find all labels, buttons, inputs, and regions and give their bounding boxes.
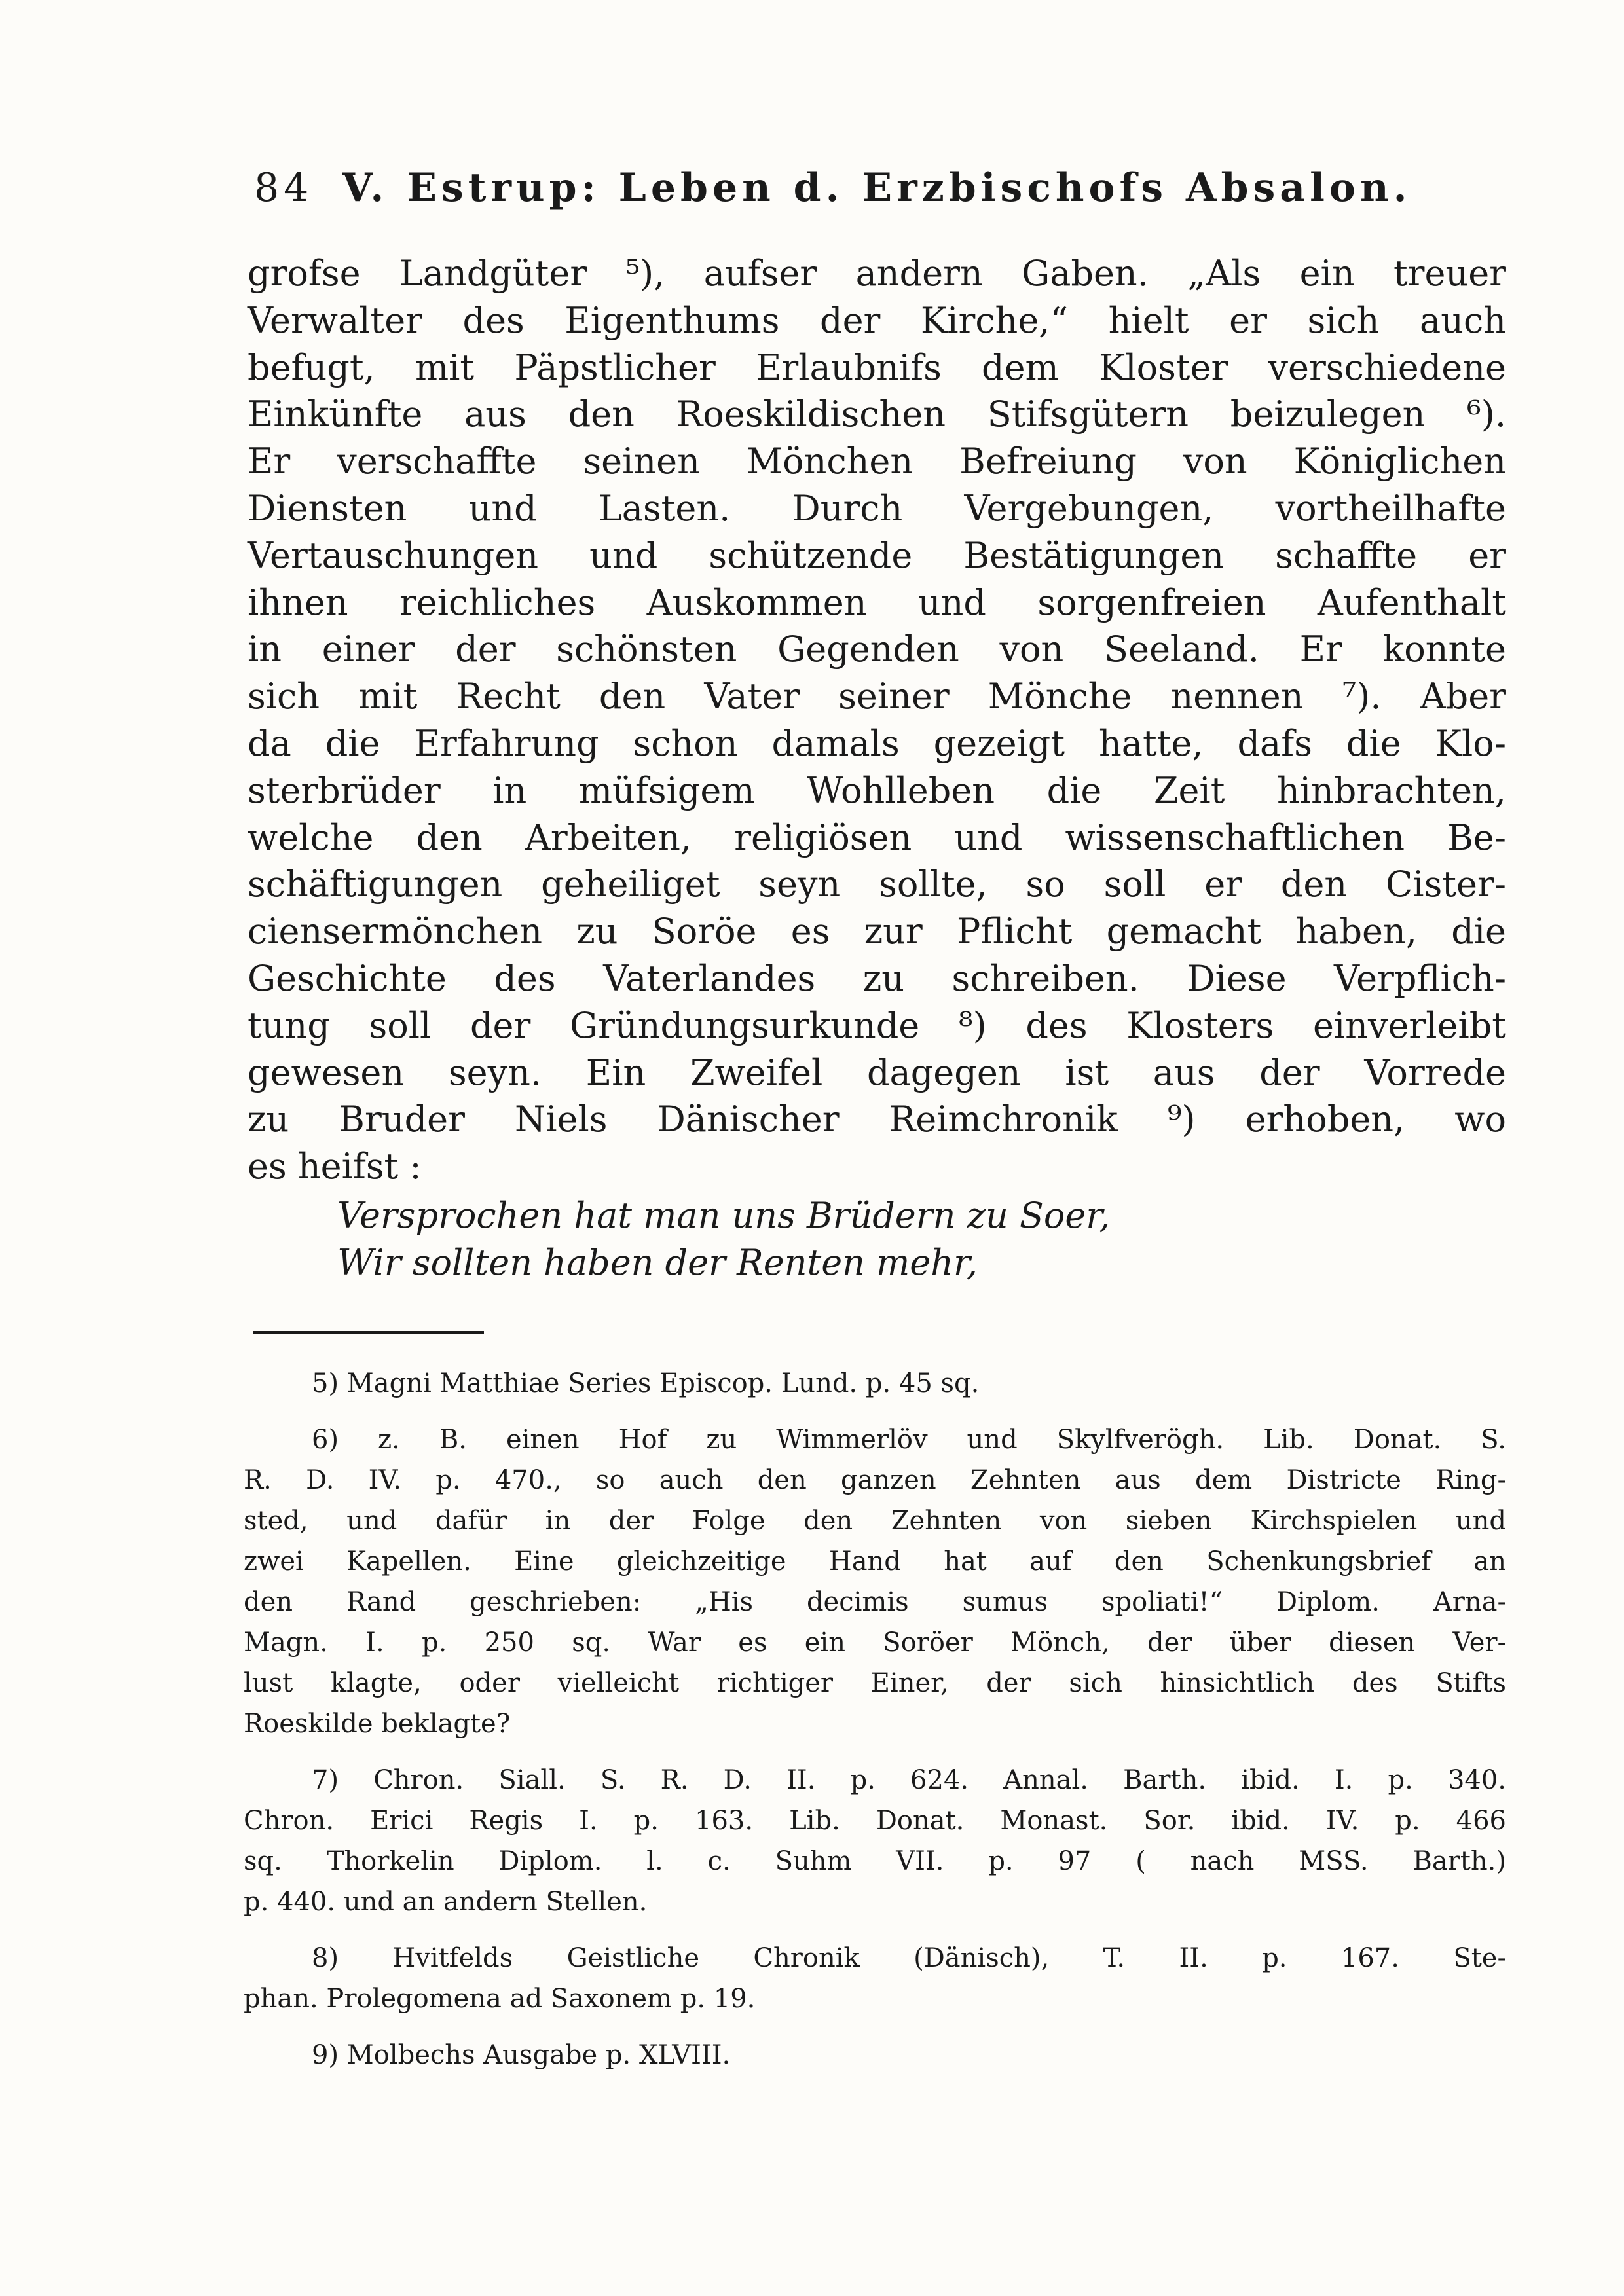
footnote-line: p. 440. und an andern Stellen. (244, 1887, 648, 1917)
page-number: 84 (254, 165, 314, 211)
footnote-9 (244, 2035, 1506, 2075)
footnote-line: 9) Molbechs Ausgabe p. XLVIII. (312, 2040, 731, 2070)
text-line: Diensten und Lasten. Durch Vergebungen, vortheilhafte (248, 487, 1506, 529)
verse-line: Versprochen hat man uns Brüdern zu Soer, (337, 1195, 1111, 1236)
footnote-6 (244, 1419, 1506, 1744)
text-line: ihnen reichliches Auskommen und sorgenfreien Aufenthalt (248, 581, 1506, 623)
footnote-line: sq. Thorkelin Diplom. l. c. Suhm VII. p. 97 ( nach MSS. Barth.) (244, 1846, 1506, 1876)
footnote-8 (244, 1938, 1506, 2019)
footnote-5 (244, 1363, 1506, 1404)
footnote-line: 7) Chron. Siall. S. R. D. II. p. 624. Annal. Barth. ibid. I. p. 340. (312, 1765, 1506, 1795)
footnote-line: 6) z. B. einen Hof zu Wimmerlöv und Skylfverögh. Lib. Donat. S. (312, 1425, 1506, 1455)
verse-line: Wir sollten haben der Renten mehr, (337, 1241, 978, 1283)
footnote-line: phan. Prolegomena ad Saxonem p. 19. (244, 1984, 756, 2014)
text-line: sich mit Recht den Vater seiner Mönche nennen ⁷). Aber (248, 676, 1506, 718)
footnote-line: Roeskilde beklagte? (244, 1709, 511, 1739)
footnote-line: zwei Kapellen. Eine gleichzeitige Hand hat auf den Schenkungsbrief an (244, 1546, 1506, 1576)
text-line: es heifst : (248, 1146, 422, 1188)
footnote-line: R. D. IV. p. 470., so auch den ganzen Zehnten aus dem Districte Ring- (244, 1465, 1506, 1495)
text-line: grofse Landgüter ⁵), aufser andern Gaben. „Als ein treuer (248, 253, 1506, 294)
text-line: Geschichte des Vaterlandes zu schreiben. Diese Verpflich- (248, 957, 1506, 999)
text-line: Verwalter des Eigenthums der Kirche,“ hielt er sich auch (248, 299, 1506, 341)
footnotes (244, 1363, 1506, 2091)
text-line: welche den Arbeiten, religiösen und wissenschaftlichen Be- (248, 816, 1506, 858)
text-line: Vertauschungen und schützende Bestätigungen schaffte er (248, 534, 1506, 576)
footnote-line: 8) Hvitfelds Geistliche Chronik (Dänisch), T. II. p. 167. Ste- (312, 1943, 1506, 1973)
text-line: zu Bruder Niels Dänischer Reimchronik ⁹) erhoben, wo (248, 1099, 1506, 1140)
footnote-line: sted, und dafür in der Folge den Zehnten von sieben Kirchspielen und (244, 1506, 1506, 1536)
footnote-line: 5) Magni Matthiae Series Episcop. Lund. p. 45 sq. (312, 1368, 980, 1398)
footnote-line: Magn. I. p. 250 sq. War es ein Soröer Mönch, der über diesen Ver- (244, 1628, 1506, 1658)
text-line: Einkünfte aus den Roeskildischen Stifsgütern beizulegen ⁶). (248, 393, 1506, 435)
text-line: gewesen seyn. Ein Zweifel dagegen ist aus der Vorrede (248, 1051, 1506, 1093)
running-header (254, 165, 1498, 211)
footnote-rule (253, 1331, 484, 1334)
text-line: befugt, mit Päpstlicher Erlaubnifs dem Kloster verschiedene (248, 346, 1506, 388)
text-line: tung soll der Gründungsurkunde ⁸) des Klosters einverleibt (248, 1004, 1506, 1046)
text-line: Er verschaffte seinen Mönchen Befreiung von Königlichen (248, 441, 1506, 483)
main-text (248, 250, 1506, 1190)
footnote-line: Chron. Erici Regis I. p. 163. Lib. Donat. Monast. Sor. ibid. IV. p. 466 (244, 1806, 1506, 1836)
text-line: sterbrüder in müfsigem Wohlleben die Zeit hinbrachten, (248, 769, 1506, 811)
text-line: in einer der schönsten Gegenden von Seeland. Er konnte (248, 629, 1506, 670)
footnote-line: lust klagte, oder vielleicht richtiger Einer, der sich hinsichtlich des Stifts (244, 1668, 1506, 1698)
text-line: schäftigungen geheiliget seyn sollte, so soll er den Cister- (248, 864, 1506, 905)
footnote-7 (244, 1760, 1506, 1922)
running-title: V. Estrup: Leben d. Erzbischofs Absalon. (342, 165, 1412, 211)
verse-quotation (337, 1193, 1287, 1287)
text-line: da die Erfahrung schon damals gezeigt hatte, dafs die Klo- (248, 722, 1506, 764)
footnote-line: den Rand geschrieben: „His decimis sumus spoliati!“ Diplom. Arna- (244, 1587, 1506, 1617)
text-line: ciensermönchen zu Soröe es zur Pflicht gemacht haben, die (248, 911, 1506, 953)
